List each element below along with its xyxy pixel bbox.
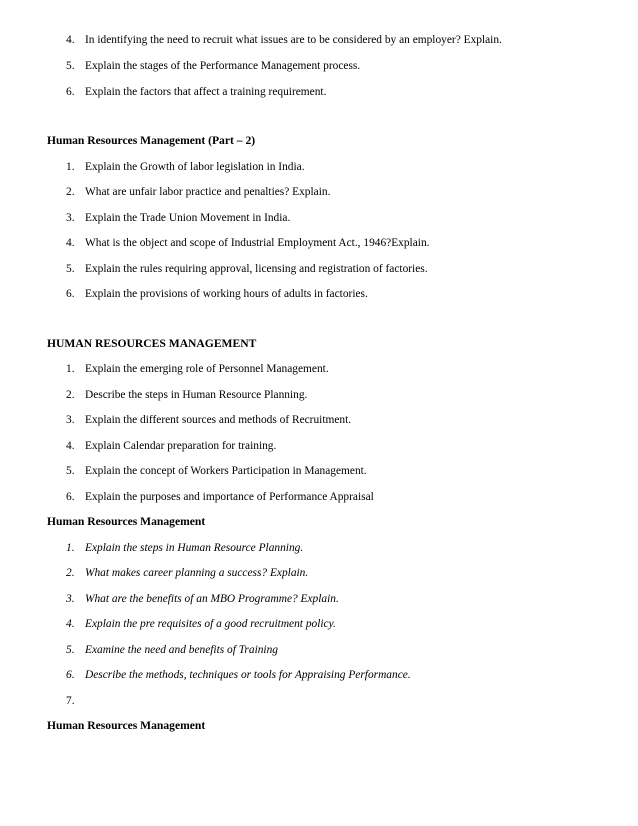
item-text: What makes career planning a success? Explain. (85, 567, 309, 579)
item-text: Explain the provisions of working hours of adults in factories. (85, 288, 368, 300)
item-number: 2. (66, 389, 75, 401)
item-number: 2. (66, 567, 75, 579)
item-text: What are unfair labor practice and penalties? Explain. (85, 186, 331, 198)
item-number: 3. (66, 414, 75, 426)
item-number: 5. (66, 60, 75, 72)
item-text: Explain Calendar preparation for training. (85, 440, 277, 452)
section-heading: Human Resources Management (Part – 2) (47, 134, 256, 147)
item-number: 5. (66, 263, 75, 275)
item-text: What is the object and scope of Industrial Employment Act., 1946?Explain. (85, 237, 430, 249)
section-heading: Human Resources Management (47, 515, 206, 528)
item-number: 4. (66, 34, 75, 46)
section-heading: HUMAN RESOURCES MANAGEMENT (47, 337, 257, 350)
item-text: Explain the emerging role of Personnel Management. (85, 363, 329, 375)
item-text: In identifying the need to recruit what issues are to be considered by an employer? Explain. (85, 34, 502, 46)
item-number: 1. (66, 161, 75, 173)
section-heading: Human Resources Management (47, 719, 206, 732)
item-number: 3. (66, 212, 75, 224)
item-text: Explain the Growth of labor legislation in India. (85, 161, 305, 173)
item-number: 1. (66, 363, 75, 375)
item-text: Explain the steps in Human Resource Planning. (85, 542, 304, 554)
item-text: Explain the rules requiring approval, licensing and registration of factories. (85, 263, 428, 275)
item-text: Explain the pre requisites of a good recruitment policy. (85, 618, 336, 630)
item-number: 7. (66, 695, 75, 707)
item-text: Explain the stages of the Performance Management process. (85, 60, 361, 72)
item-number: 4. (66, 237, 75, 249)
item-text: Explain the factors that affect a training requirement. (85, 86, 327, 98)
item-number: 4. (66, 618, 75, 630)
item-text: Examine the need and benefits of Training (85, 644, 278, 656)
item-text: What are the benefits of an MBO Programme? Explain. (85, 593, 339, 605)
item-number: 6. (66, 86, 75, 98)
item-text: Explain the purposes and importance of Performance Appraisal (85, 491, 374, 503)
item-number: 5. (66, 465, 75, 477)
item-number: 6. (66, 669, 75, 681)
item-number: 3. (66, 593, 75, 605)
item-number: 2. (66, 186, 75, 198)
item-text: Explain the Trade Union Movement in India. (85, 212, 291, 224)
item-text: Explain the concept of Workers Participation in Management. (85, 465, 367, 477)
item-text: Explain the different sources and methods of Recruitment. (85, 414, 352, 426)
item-text: Describe the steps in Human Resource Planning. (85, 389, 308, 401)
item-text: Describe the methods, techniques or tools for Appraising Performance. (85, 669, 411, 681)
item-number: 1. (66, 542, 75, 554)
item-number: 6. (66, 491, 75, 503)
item-number: 5. (66, 644, 75, 656)
item-number: 6. (66, 288, 75, 300)
item-number: 4. (66, 440, 75, 452)
